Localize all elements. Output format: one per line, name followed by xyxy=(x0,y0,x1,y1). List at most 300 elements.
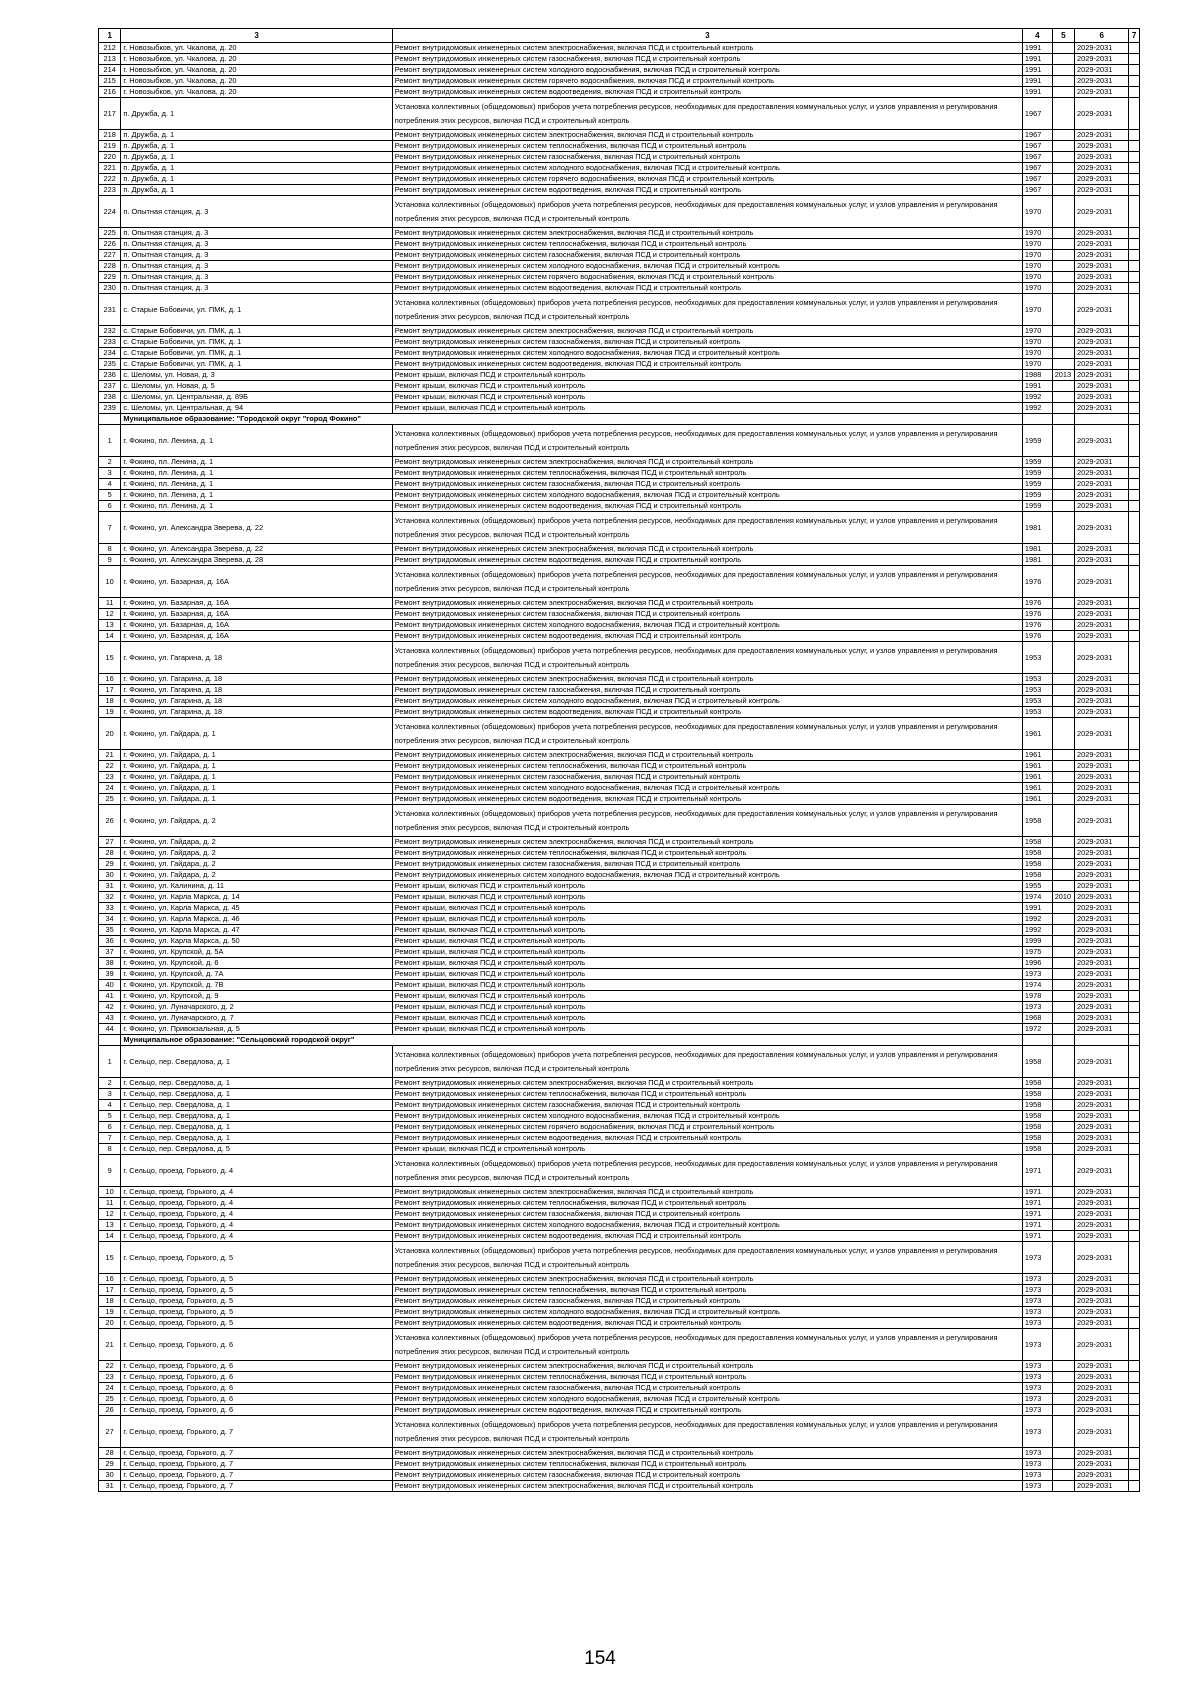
planned-period-cell: 2029-2031 xyxy=(1075,1187,1129,1198)
empty-cell xyxy=(1129,141,1140,152)
table-row xyxy=(99,544,1140,555)
last-repair-year-cell xyxy=(1052,631,1074,642)
work-type-cell: Ремонт крыши, включая ПСД и строительный контроль xyxy=(392,969,1022,980)
planned-period-cell: 2029-2031 xyxy=(1075,1285,1129,1296)
table-row xyxy=(99,903,1140,914)
build-year-cell: 1967 xyxy=(1022,174,1052,185)
table-row xyxy=(99,1296,1140,1307)
last-repair-year-cell xyxy=(1052,1372,1074,1383)
table-row xyxy=(99,1231,1140,1242)
row-number: 22 xyxy=(99,761,121,772)
build-year-cell: 1976 xyxy=(1022,598,1052,609)
work-type-cell: Ремонт внутридомовых инженерных систем холодного водоснабжения, включая ПСД и строительный контроль xyxy=(392,1111,1022,1122)
build-year-cell: 1958 xyxy=(1022,848,1052,859)
build-year-cell: 1959 xyxy=(1022,501,1052,512)
table-row xyxy=(99,348,1140,359)
build-year-cell: 1973 xyxy=(1022,1459,1052,1470)
work-type-cell: Ремонт крыши, включая ПСД и строительный контроль xyxy=(392,925,1022,936)
table-row xyxy=(99,272,1140,283)
work-type-cell: Ремонт внутридомовых инженерных систем горячего водоснабжения, включая ПСД и строительный контроль xyxy=(392,1122,1022,1133)
work-type-cell: Ремонт крыши, включая ПСД и строительный контроль xyxy=(392,1024,1022,1035)
row-number: 223 xyxy=(99,185,121,196)
address-cell: г. Фокино, ул. Крупской, д. 9 xyxy=(121,991,392,1002)
address-cell: г. Фокино, ул. Луначарского, д. 7 xyxy=(121,1013,392,1024)
work-type-cell: Ремонт внутридомовых инженерных систем газоснабжения, включая ПСД и строительный контроль xyxy=(392,54,1022,65)
row-number: 15 xyxy=(99,642,121,674)
table-row xyxy=(99,54,1140,65)
empty-cell xyxy=(1129,381,1140,392)
planned-period-cell: 2029-2031 xyxy=(1075,848,1129,859)
address-cell: г. Фокино, пл. Ленина, д. 1 xyxy=(121,501,392,512)
empty-cell xyxy=(1129,1100,1140,1111)
build-year-cell: 1970 xyxy=(1022,228,1052,239)
planned-period-cell: 2029-2031 xyxy=(1075,1100,1129,1111)
build-year-cell: 1973 xyxy=(1022,1274,1052,1285)
build-year-cell: 1976 xyxy=(1022,609,1052,620)
address-cell: г. Фокино, ул. Калинина, д. 11 xyxy=(121,881,392,892)
group-empty-cell xyxy=(1075,1035,1129,1046)
group-empty-cell xyxy=(1075,414,1129,425)
address-cell: г. Сельцо, проезд. Горького, д. 4 xyxy=(121,1220,392,1231)
work-type-cell: Ремонт внутридомовых инженерных систем холодного водоснабжения, включая ПСД и строительный контроль xyxy=(392,620,1022,631)
planned-period-cell: 2029-2031 xyxy=(1075,881,1129,892)
address-cell: г. Новозыбков, ул. Чкалова, д. 20 xyxy=(121,65,392,76)
row-number: 217 xyxy=(99,98,121,130)
empty-cell xyxy=(1129,881,1140,892)
row-number: 27 xyxy=(99,837,121,848)
address-cell: г. Новозыбков, ул. Чкалова, д. 20 xyxy=(121,43,392,54)
planned-period-cell: 2029-2031 xyxy=(1075,370,1129,381)
last-repair-year-cell xyxy=(1052,87,1074,98)
planned-period-cell: 2029-2031 xyxy=(1075,76,1129,87)
planned-period-cell: 2029-2031 xyxy=(1075,609,1129,620)
empty-cell xyxy=(1129,174,1140,185)
build-year-cell: 1973 xyxy=(1022,1002,1052,1013)
last-repair-year-cell xyxy=(1052,870,1074,881)
row-number: 226 xyxy=(99,239,121,250)
build-year-cell: 1978 xyxy=(1022,991,1052,1002)
row-number: 222 xyxy=(99,174,121,185)
build-year-cell: 1973 xyxy=(1022,1318,1052,1329)
last-repair-year-cell xyxy=(1052,1416,1074,1448)
planned-period-cell: 2029-2031 xyxy=(1075,1133,1129,1144)
planned-period-cell: 2029-2031 xyxy=(1075,892,1129,903)
address-cell: г. Сельцо, проезд. Горького, д. 7 xyxy=(121,1416,392,1448)
last-repair-year-cell xyxy=(1052,1481,1074,1492)
planned-period-cell: 2029-2031 xyxy=(1075,1361,1129,1372)
planned-period-cell: 2029-2031 xyxy=(1075,337,1129,348)
empty-cell xyxy=(1129,228,1140,239)
row-number: 9 xyxy=(99,555,121,566)
work-type-cell: Установка коллективных (общедомовых) приборов учета потребления ресурсов, необходимых для предоставления коммунальных услуг, и узлов управления и регулирования потребления этих ресурсов, включая ПСД и строительный контроль xyxy=(392,425,1022,457)
address-cell: г. Фокино, ул. Карла Маркса, д. 46 xyxy=(121,914,392,925)
empty-cell xyxy=(1129,501,1140,512)
register-rows xyxy=(99,43,1140,1492)
table-row xyxy=(99,1361,1140,1372)
planned-period-cell: 2029-2031 xyxy=(1075,620,1129,631)
row-number: 38 xyxy=(99,958,121,969)
empty-cell xyxy=(1129,490,1140,501)
table-row xyxy=(99,707,1140,718)
address-cell: п. Дружба, д. 1 xyxy=(121,141,392,152)
build-year-cell: 1971 xyxy=(1022,1209,1052,1220)
address-cell: с. Старые Бобовичи, ул. ПМК, д. 1 xyxy=(121,359,392,370)
empty-cell xyxy=(1129,130,1140,141)
build-year-cell: 1958 xyxy=(1022,859,1052,870)
address-cell: г. Сельцо, проезд. Горького, д. 7 xyxy=(121,1448,392,1459)
empty-cell xyxy=(1129,1405,1140,1416)
row-number: 11 xyxy=(99,598,121,609)
planned-period-cell: 2029-2031 xyxy=(1075,141,1129,152)
last-repair-year-cell xyxy=(1052,925,1074,936)
work-type-cell: Ремонт внутридомовых инженерных систем водоотведения, включая ПСД и строительный контроль xyxy=(392,1231,1022,1242)
build-year-cell: 1970 xyxy=(1022,239,1052,250)
empty-cell xyxy=(1129,620,1140,631)
row-number: 21 xyxy=(99,750,121,761)
address-cell: г. Фокино, ул. Луначарского, д. 2 xyxy=(121,1002,392,1013)
empty-cell xyxy=(1129,1231,1140,1242)
last-repair-year-cell xyxy=(1052,1361,1074,1372)
table-row xyxy=(99,1144,1140,1155)
work-type-cell: Ремонт внутридомовых инженерных систем теплоснабжения, включая ПСД и строительный контроль xyxy=(392,1089,1022,1100)
work-type-cell: Ремонт внутридомовых инженерных систем газоснабжения, включая ПСД и строительный контроль xyxy=(392,1100,1022,1111)
empty-cell xyxy=(1129,969,1140,980)
work-type-cell: Ремонт внутридомовых инженерных систем электроснабжения, включая ПСД и строительный контроль xyxy=(392,674,1022,685)
header-cell-4: 4 xyxy=(1022,29,1052,43)
build-year-cell: 1959 xyxy=(1022,425,1052,457)
work-type-cell: Ремонт внутридомовых инженерных систем горячего водоснабжения, включая ПСД и строительный контроль xyxy=(392,76,1022,87)
last-repair-year-cell xyxy=(1052,272,1074,283)
row-number: 7 xyxy=(99,512,121,544)
row-number: 225 xyxy=(99,228,121,239)
row-number: 16 xyxy=(99,1274,121,1285)
last-repair-year-cell xyxy=(1052,1100,1074,1111)
table-row xyxy=(99,1002,1140,1013)
last-repair-year-cell xyxy=(1052,141,1074,152)
address-cell: г. Сельцо, проезд. Горького, д. 6 xyxy=(121,1372,392,1383)
work-type-cell: Ремонт крыши, включая ПСД и строительный контроль xyxy=(392,403,1022,414)
empty-cell xyxy=(1129,761,1140,772)
row-number: 239 xyxy=(99,403,121,414)
last-repair-year-cell xyxy=(1052,228,1074,239)
planned-period-cell: 2029-2031 xyxy=(1075,1481,1129,1492)
build-year-cell: 1953 xyxy=(1022,642,1052,674)
table-row xyxy=(99,1318,1140,1329)
planned-period-cell: 2029-2031 xyxy=(1075,1459,1129,1470)
work-type-cell: Ремонт внутридомовых инженерных систем водоотведения, включая ПСД и строительный контроль xyxy=(392,1318,1022,1329)
row-number: 237 xyxy=(99,381,121,392)
row-number: 23 xyxy=(99,772,121,783)
table-row xyxy=(99,457,1140,468)
work-type-cell: Ремонт внутридомовых инженерных систем теплоснабжения, включая ПСД и строительный контроль xyxy=(392,1198,1022,1209)
table-row xyxy=(99,1155,1140,1187)
table-row xyxy=(99,370,1140,381)
address-cell: г. Фокино, пл. Ленина, д. 1 xyxy=(121,457,392,468)
planned-period-cell: 2029-2031 xyxy=(1075,1002,1129,1013)
row-number: 42 xyxy=(99,1002,121,1013)
work-type-cell: Ремонт крыши, включая ПСД и строительный контроль xyxy=(392,381,1022,392)
work-type-cell: Ремонт крыши, включая ПСД и строительный контроль xyxy=(392,903,1022,914)
planned-period-cell: 2029-2031 xyxy=(1075,859,1129,870)
last-repair-year-cell xyxy=(1052,152,1074,163)
planned-period-cell: 2029-2031 xyxy=(1075,707,1129,718)
table-row xyxy=(99,392,1140,403)
empty-cell xyxy=(1129,1046,1140,1078)
empty-cell xyxy=(1129,1089,1140,1100)
planned-period-cell: 2029-2031 xyxy=(1075,512,1129,544)
address-cell: п. Опытная станция, д. 3 xyxy=(121,283,392,294)
table-row xyxy=(99,870,1140,881)
address-cell: г. Сельцо, проезд. Горького, д. 6 xyxy=(121,1405,392,1416)
row-number: 228 xyxy=(99,261,121,272)
last-repair-year-cell xyxy=(1052,359,1074,370)
last-repair-year-cell xyxy=(1052,348,1074,359)
work-type-cell: Установка коллективных (общедомовых) приборов учета потребления ресурсов, необходимых для предоставления коммунальных услуг, и узлов управления и регулирования потребления этих ресурсов, включая ПСД и строительный контроль xyxy=(392,1155,1022,1187)
empty-cell xyxy=(1129,348,1140,359)
build-year-cell: 1953 xyxy=(1022,674,1052,685)
build-year-cell: 1970 xyxy=(1022,359,1052,370)
address-cell: п. Опытная станция, д. 3 xyxy=(121,272,392,283)
address-cell: г. Фокино, ул. Крупской, д. 7В xyxy=(121,980,392,991)
group-empty-cell xyxy=(1052,1035,1074,1046)
row-number: 4 xyxy=(99,479,121,490)
work-type-cell: Ремонт внутридомовых инженерных систем теплоснабжения, включая ПСД и строительный контроль xyxy=(392,468,1022,479)
table-row xyxy=(99,1133,1140,1144)
build-year-cell: 1958 xyxy=(1022,805,1052,837)
address-cell: г. Фокино, ул. Крупской, д. 6 xyxy=(121,958,392,969)
address-cell: г. Фокино, ул. Гагарина, д. 18 xyxy=(121,642,392,674)
empty-cell xyxy=(1129,718,1140,750)
table-row xyxy=(99,936,1140,947)
row-number: 31 xyxy=(99,881,121,892)
empty-cell xyxy=(1129,98,1140,130)
row-number: 36 xyxy=(99,936,121,947)
work-type-cell: Ремонт внутридомовых инженерных систем электроснабжения, включая ПСД и строительный контроль xyxy=(392,228,1022,239)
work-type-cell: Ремонт внутридомовых инженерных систем холодного водоснабжения, включая ПСД и строительный контроль xyxy=(392,490,1022,501)
last-repair-year-cell xyxy=(1052,848,1074,859)
work-type-cell: Ремонт внутридомовых инженерных систем водоотведения, включая ПСД и строительный контроль xyxy=(392,555,1022,566)
work-type-cell: Ремонт внутридомовых инженерных систем газоснабжения, включая ПСД и строительный контроль xyxy=(392,1383,1022,1394)
last-repair-year-cell xyxy=(1052,479,1074,490)
work-type-cell: Ремонт внутридомовых инженерных систем водоотведения, включая ПСД и строительный контроль xyxy=(392,185,1022,196)
row-number: 37 xyxy=(99,947,121,958)
empty-cell xyxy=(1129,272,1140,283)
build-year-cell: 1981 xyxy=(1022,544,1052,555)
header-cell-2: 3 xyxy=(121,29,392,43)
empty-cell xyxy=(1129,250,1140,261)
row-number: 30 xyxy=(99,1470,121,1481)
address-cell: г. Фокино, ул. Базарная, д. 16А xyxy=(121,566,392,598)
last-repair-year-cell xyxy=(1052,381,1074,392)
row-number: 235 xyxy=(99,359,121,370)
planned-period-cell: 2029-2031 xyxy=(1075,598,1129,609)
empty-cell xyxy=(1129,794,1140,805)
row-number: 25 xyxy=(99,1394,121,1405)
last-repair-year-cell xyxy=(1052,881,1074,892)
last-repair-year-cell xyxy=(1052,1133,1074,1144)
header-cell-5: 5 xyxy=(1052,29,1074,43)
empty-cell xyxy=(1129,512,1140,544)
address-cell: г. Фокино, ул. Гайдара, д. 1 xyxy=(121,750,392,761)
last-repair-year-cell xyxy=(1052,1285,1074,1296)
work-type-cell: Установка коллективных (общедомовых) приборов учета потребления ресурсов, необходимых для предоставления коммунальных услуг, и узлов управления и регулирования потребления этих ресурсов, включая ПСД и строительный контроль xyxy=(392,718,1022,750)
table-row xyxy=(99,892,1140,903)
empty-cell xyxy=(1129,239,1140,250)
table-row xyxy=(99,750,1140,761)
table-row xyxy=(99,620,1140,631)
row-number: 9 xyxy=(99,1155,121,1187)
work-type-cell: Ремонт крыши, включая ПСД и строительный контроль xyxy=(392,947,1022,958)
work-type-cell: Ремонт внутридомовых инженерных систем теплоснабжения, включая ПСД и строительный контроль xyxy=(392,1285,1022,1296)
build-year-cell: 1981 xyxy=(1022,555,1052,566)
address-cell: п. Опытная станция, д. 3 xyxy=(121,261,392,272)
group-empty-cell xyxy=(99,414,121,425)
planned-period-cell: 2029-2031 xyxy=(1075,696,1129,707)
table-row xyxy=(99,152,1140,163)
last-repair-year-cell xyxy=(1052,1459,1074,1470)
planned-period-cell: 2029-2031 xyxy=(1075,174,1129,185)
build-year-cell: 1991 xyxy=(1022,43,1052,54)
table-row xyxy=(99,859,1140,870)
address-cell: г. Фокино, ул. Карла Маркса, д. 45 xyxy=(121,903,392,914)
work-type-cell: Ремонт внутридомовых инженерных систем газоснабжения, включая ПСД и строительный контроль xyxy=(392,337,1022,348)
last-repair-year-cell xyxy=(1052,1220,1074,1231)
empty-cell xyxy=(1129,392,1140,403)
last-repair-year-cell xyxy=(1052,903,1074,914)
last-repair-year-cell xyxy=(1052,958,1074,969)
work-type-cell: Ремонт внутридомовых инженерных систем газоснабжения, включая ПСД и строительный контроль xyxy=(392,859,1022,870)
table-row xyxy=(99,609,1140,620)
address-cell: г. Сельцо, проезд. Горького, д. 5 xyxy=(121,1318,392,1329)
last-repair-year-cell xyxy=(1052,468,1074,479)
last-repair-year-cell xyxy=(1052,130,1074,141)
build-year-cell: 1970 xyxy=(1022,250,1052,261)
table-row xyxy=(99,479,1140,490)
build-year-cell: 1958 xyxy=(1022,1144,1052,1155)
build-year-cell: 1971 xyxy=(1022,1220,1052,1231)
empty-cell xyxy=(1129,958,1140,969)
build-year-cell: 1973 xyxy=(1022,1405,1052,1416)
last-repair-year-cell xyxy=(1052,1394,1074,1405)
work-type-cell: Ремонт внутридомовых инженерных систем теплоснабжения, включая ПСД и строительный контроль xyxy=(392,239,1022,250)
address-cell: с. Шеломы, ул. Новая, д. 5 xyxy=(121,381,392,392)
build-year-cell: 1973 xyxy=(1022,1394,1052,1405)
work-type-cell: Ремонт крыши, включая ПСД и строительный контроль xyxy=(392,958,1022,969)
last-repair-year-cell xyxy=(1052,76,1074,87)
row-number: 24 xyxy=(99,783,121,794)
planned-period-cell: 2029-2031 xyxy=(1075,196,1129,228)
work-type-cell: Установка коллективных (общедомовых) приборов учета потребления ресурсов, необходимых для предоставления коммунальных услуг, и узлов управления и регулирования потребления этих ресурсов, включая ПСД и строительный контроль xyxy=(392,805,1022,837)
work-type-cell: Ремонт внутридомовых инженерных систем холодного водоснабжения, включая ПСД и строительный контроль xyxy=(392,65,1022,76)
empty-cell xyxy=(1129,1220,1140,1231)
address-cell: г. Сельцо, пер. Свердлова, д. 1 xyxy=(121,1046,392,1078)
empty-cell xyxy=(1129,425,1140,457)
empty-cell xyxy=(1129,163,1140,174)
last-repair-year-cell xyxy=(1052,1383,1074,1394)
row-number: 24 xyxy=(99,1383,121,1394)
work-type-cell: Ремонт крыши, включая ПСД и строительный контроль xyxy=(392,914,1022,925)
table-row xyxy=(99,1405,1140,1416)
address-cell: г. Сельцо, проезд. Горького, д. 5 xyxy=(121,1274,392,1285)
last-repair-year-cell xyxy=(1052,1307,1074,1318)
address-cell: с. Старые Бобовичи, ул. ПМК, д. 1 xyxy=(121,326,392,337)
row-number: 5 xyxy=(99,490,121,501)
table-row xyxy=(99,848,1140,859)
row-number: 236 xyxy=(99,370,121,381)
planned-period-cell: 2029-2031 xyxy=(1075,1416,1129,1448)
table-row xyxy=(99,914,1140,925)
build-year-cell: 1955 xyxy=(1022,881,1052,892)
planned-period-cell: 2029-2031 xyxy=(1075,468,1129,479)
empty-cell xyxy=(1129,43,1140,54)
last-repair-year-cell xyxy=(1052,544,1074,555)
last-repair-year-cell xyxy=(1052,696,1074,707)
last-repair-year-cell xyxy=(1052,805,1074,837)
address-cell: г. Фокино, ул. Гагарина, д. 18 xyxy=(121,707,392,718)
build-year-cell: 1973 xyxy=(1022,1372,1052,1383)
planned-period-cell: 2029-2031 xyxy=(1075,283,1129,294)
build-year-cell: 1973 xyxy=(1022,1383,1052,1394)
build-year-cell: 1976 xyxy=(1022,631,1052,642)
row-number: 41 xyxy=(99,991,121,1002)
work-type-cell: Ремонт крыши, включая ПСД и строительный контроль xyxy=(392,892,1022,903)
build-year-cell: 1971 xyxy=(1022,1231,1052,1242)
empty-cell xyxy=(1129,750,1140,761)
planned-period-cell: 2029-2031 xyxy=(1075,925,1129,936)
row-number: 31 xyxy=(99,1481,121,1492)
planned-period-cell: 2029-2031 xyxy=(1075,1078,1129,1089)
empty-cell xyxy=(1129,772,1140,783)
last-repair-year-cell xyxy=(1052,598,1074,609)
work-type-cell: Ремонт внутридомовых инженерных систем газоснабжения, включая ПСД и строительный контроль xyxy=(392,685,1022,696)
empty-cell xyxy=(1129,1111,1140,1122)
row-number: 27 xyxy=(99,1416,121,1448)
municipality-group-row xyxy=(99,1035,1140,1046)
address-cell: г. Фокино, ул. Гагарина, д. 18 xyxy=(121,674,392,685)
work-type-cell: Ремонт внутридомовых инженерных систем электроснабжения, включая ПСД и строительный контроль xyxy=(392,43,1022,54)
last-repair-year-cell xyxy=(1052,555,1074,566)
last-repair-year-cell xyxy=(1052,859,1074,870)
address-cell: г. Фокино, пл. Ленина, д. 1 xyxy=(121,490,392,501)
planned-period-cell: 2029-2031 xyxy=(1075,750,1129,761)
row-number: 8 xyxy=(99,1144,121,1155)
address-cell: г. Фокино, ул. Привокзальная, д. 5 xyxy=(121,1024,392,1035)
work-type-cell: Ремонт внутридомовых инженерных систем электроснабжения, включая ПСД и строительный контроль xyxy=(392,1187,1022,1198)
planned-period-cell: 2029-2031 xyxy=(1075,1111,1129,1122)
row-number: 20 xyxy=(99,1318,121,1329)
empty-cell xyxy=(1129,1307,1140,1318)
planned-period-cell: 2029-2031 xyxy=(1075,392,1129,403)
last-repair-year-cell xyxy=(1052,1078,1074,1089)
build-year-cell: 1996 xyxy=(1022,958,1052,969)
empty-cell xyxy=(1129,1122,1140,1133)
empty-cell xyxy=(1129,1242,1140,1274)
planned-period-cell: 2029-2031 xyxy=(1075,250,1129,261)
work-type-cell: Ремонт внутридомовых инженерных систем холодного водоснабжения, включая ПСД и строительный контроль xyxy=(392,783,1022,794)
address-cell: г. Фокино, пл. Ленина, д. 1 xyxy=(121,425,392,457)
row-number: 35 xyxy=(99,925,121,936)
last-repair-year-cell xyxy=(1052,1122,1074,1133)
last-repair-year-cell xyxy=(1052,490,1074,501)
planned-period-cell: 2029-2031 xyxy=(1075,805,1129,837)
address-cell: с. Шеломы, ул. Новая, д. 3 xyxy=(121,370,392,381)
build-year-cell: 1958 xyxy=(1022,870,1052,881)
empty-cell xyxy=(1129,1470,1140,1481)
last-repair-year-cell xyxy=(1052,403,1074,414)
planned-period-cell: 2029-2031 xyxy=(1075,1024,1129,1035)
planned-period-cell: 2029-2031 xyxy=(1075,359,1129,370)
last-repair-year-cell xyxy=(1052,1329,1074,1361)
